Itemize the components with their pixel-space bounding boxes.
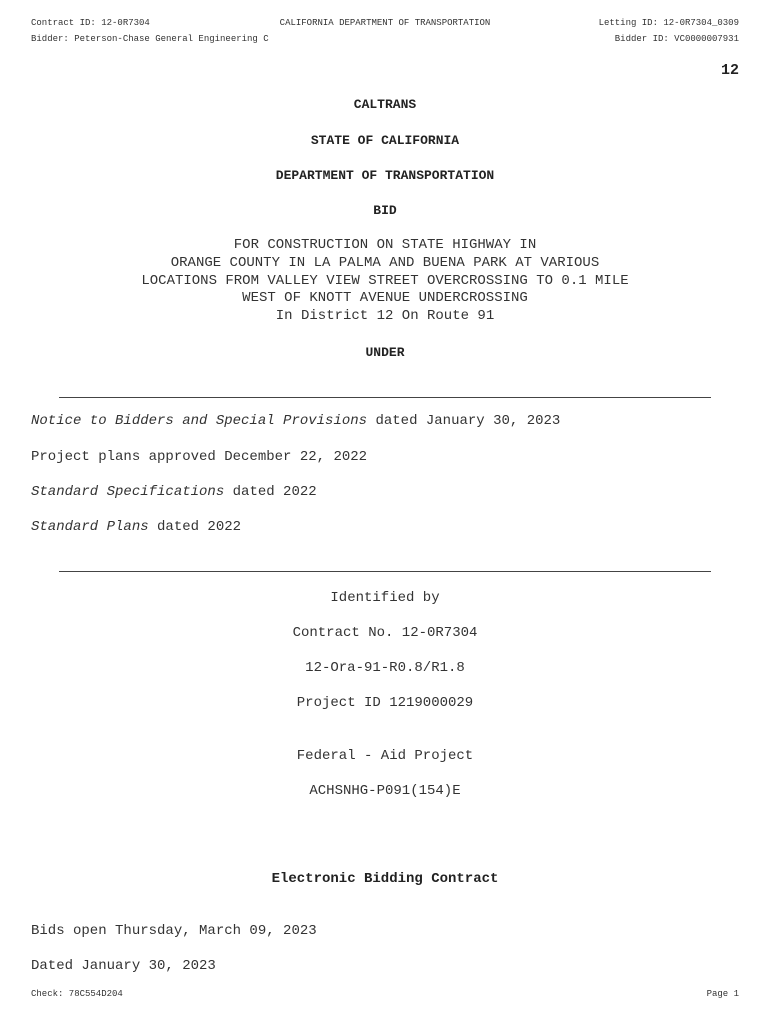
location-line: FOR CONSTRUCTION ON STATE HIGHWAY IN [233, 237, 537, 253]
divider [59, 571, 711, 572]
federal-aid-label: Federal - Aid Project [296, 748, 474, 764]
title-caltrans: CALTRANS [353, 97, 417, 112]
specs-line [31, 484, 317, 500]
route-number: 12-Ora-91-R0.8/R1.8 [305, 660, 465, 676]
specs-title: Standard Specifications [31, 484, 225, 500]
header-agency: CALIFORNIA DEPARTMENT OF TRANSPORTATION [279, 18, 491, 28]
location-line: LOCATIONS FROM VALLEY VIEW STREET OVERCROSSING TO 0.1 MILE [141, 272, 629, 289]
footer-check: Check: 78C554D204 [31, 989, 123, 999]
divider [59, 397, 711, 398]
header-bidder: Bidder: Peterson-Chase General Engineering C [31, 34, 269, 44]
header-bidder-id: Bidder ID: VC0000007931 [614, 34, 739, 44]
bids-open: Bids open Thursday, March 09, 2023 [31, 923, 317, 939]
location-line: In District 12 On Route 91 [275, 308, 495, 325]
plans-line: Project plans approved December 22, 2022 [31, 449, 368, 465]
title-under: UNDER [365, 345, 405, 360]
electronic-bidding-title: Electronic Bidding Contract [271, 871, 499, 887]
specs-date: dated 2022 [224, 484, 317, 500]
location-line: WEST OF KNOTT AVENUE UNDERCROSSING [242, 290, 528, 307]
std-plans-date: dated 2022 [148, 519, 242, 535]
std-plans-title: Standard Plans [31, 519, 149, 535]
page-marker: 12 [720, 62, 739, 79]
title-bid: BID [373, 203, 397, 218]
federal-aid-number: ACHSNHG-P091(154)E [309, 783, 461, 799]
notice-title: Notice to Bidders and Special Provisions [31, 413, 368, 429]
header-letting-id: Letting ID: 12-0R7304_0309 [598, 18, 739, 28]
title-department: DEPARTMENT OF TRANSPORTATION [275, 168, 495, 183]
location-block [0, 237, 770, 326]
project-id: Project ID 1219000029 [296, 695, 474, 711]
identified-by: Identified by [330, 590, 440, 606]
title-state: STATE OF CALIFORNIA [310, 133, 460, 148]
header-contract-id: Contract ID: 12-0R7304 [31, 18, 150, 28]
notice-line [31, 413, 560, 429]
notice-date: dated January 30, 2023 [367, 413, 561, 429]
dated-line: Dated January 30, 2023 [31, 958, 216, 974]
std-plans-line [31, 519, 241, 535]
contract-number: Contract No. 12-0R7304 [292, 625, 478, 641]
footer-page: Page 1 [706, 989, 739, 999]
location-line: ORANGE COUNTY IN LA PALMA AND BUENA PARK AT VARIOUS [170, 254, 600, 271]
